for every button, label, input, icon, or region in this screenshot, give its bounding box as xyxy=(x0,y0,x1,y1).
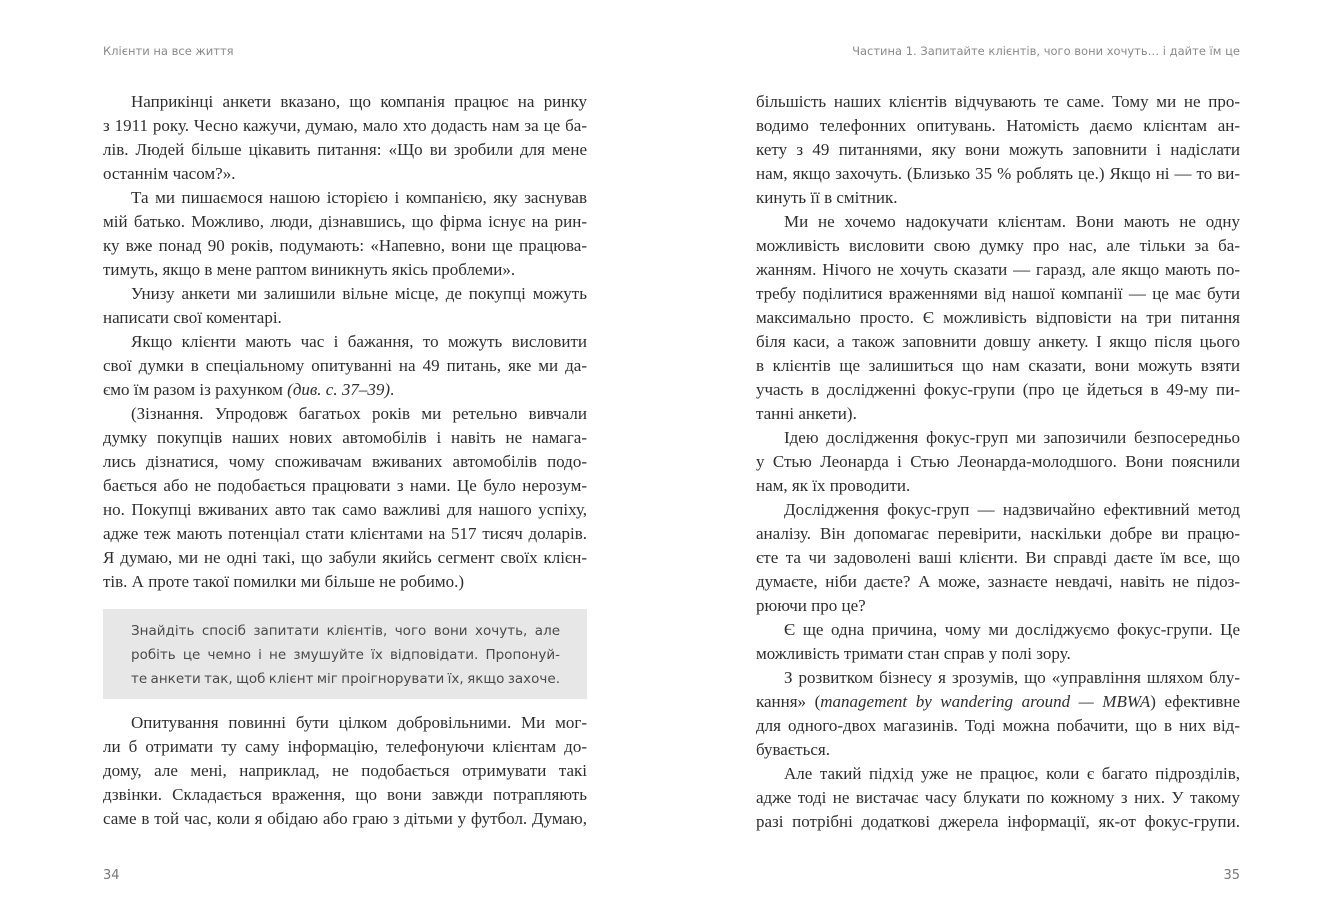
text-segment: написати свої коментарі. xyxy=(103,308,282,327)
text-segment: но. Покупці вживаних авто так само важливі для нашого успіху, xyxy=(103,500,587,519)
text-line xyxy=(756,234,1240,258)
text-segment: кання» ( xyxy=(756,692,821,711)
text-line xyxy=(756,402,1240,426)
text-line xyxy=(756,138,1240,162)
text-line xyxy=(756,570,1240,594)
text-line xyxy=(103,402,587,426)
text-segment: кету з 49 питаннями, яку вони можуть заповнити і надіслати xyxy=(756,140,1240,159)
text-line xyxy=(756,354,1240,378)
text-line xyxy=(756,450,1240,474)
text-line xyxy=(103,186,587,210)
text-line xyxy=(103,378,587,402)
text-segment: Унизу анкети ми залишили вільне місце, де покупці можуть xyxy=(131,284,587,303)
text-segment: думку покупців наших нових автомобілів і навіть не намага- xyxy=(103,428,587,447)
text-segment: ) ефективне xyxy=(1150,692,1240,711)
text-segment: біля каси, а також заповнити довшу анкету. І якщо після цього xyxy=(756,332,1240,351)
text-line xyxy=(131,667,560,691)
text-segment: тимуть, якщо в мене раптом виникнуть якісь проблеми». xyxy=(103,260,516,279)
text-line xyxy=(103,783,587,807)
text-segment: дому, але мені, наприклад, не подобається отримувати такі xyxy=(103,761,587,780)
text-segment: бувається. xyxy=(756,740,830,759)
text-line xyxy=(756,810,1240,834)
text-line xyxy=(756,594,1240,618)
text-line xyxy=(103,522,587,546)
text-segment: в клієнтів ще залишиться що нам сказати, вони можуть взяти xyxy=(756,356,1240,375)
text-segment: Дослідження фокус-груп — надзвичайно ефективний метод xyxy=(784,500,1240,519)
text-line xyxy=(756,618,1240,642)
text-segment: Якщо клієнти мають час і бажання, то можуть висловити xyxy=(131,332,587,351)
text-segment: разі потрібні додаткові джерела інформації, як-от фокус-групи. xyxy=(756,812,1240,831)
text-segment: лись дізнатися, чому споживачам вживаних автомобілів подо- xyxy=(103,452,587,471)
text-segment: ку вже понад 90 років, подумають: «Напевно, вони ще працюва- xyxy=(103,236,587,255)
text-segment: можливість тримати стан справ у полі зору. xyxy=(756,644,1071,663)
text-segment: у Стью Леонарда і Стью Леонарда-молодшого. Вони пояснили xyxy=(756,452,1240,471)
text-segment: свої думки в спеціальному опитуванні на 49 питань, яке ми да- xyxy=(103,356,587,375)
text-line xyxy=(103,282,587,306)
text-segment: тів. А проте такої помилки ми більше не робимо.) xyxy=(103,572,464,591)
text-segment: Знайдіть спосіб запитати клієнтів, чого вони хочуть, але xyxy=(131,623,560,639)
text-line xyxy=(756,690,1240,714)
text-line xyxy=(756,474,1240,498)
text-segment: требу поділитися враженнями від нашої компанії — це має бути xyxy=(756,284,1240,303)
text-segment: ли б отримати ту саму інформацію, телефонуючи клієнтам до- xyxy=(103,737,587,756)
italic-text: management by wandering around — MBWA xyxy=(820,692,1151,711)
text-segment: мій батько. Можливо, люди, дізнавшись, що фірма існує на рин- xyxy=(103,212,587,231)
italic-text: (див. с. 37–39) xyxy=(287,380,391,399)
text-segment: . xyxy=(390,380,395,399)
callout-box xyxy=(103,609,587,699)
text-line xyxy=(756,282,1240,306)
text-line xyxy=(103,570,587,594)
body-text-bottom xyxy=(103,711,587,831)
text-line xyxy=(103,330,587,354)
text-segment: Але такий підхід уже не працює, коли є багато підрозділів, xyxy=(784,764,1240,783)
text-segment: Опитування повинні бути цілком добровільними. Ми мог- xyxy=(131,713,587,732)
text-line xyxy=(103,306,587,330)
text-line xyxy=(756,786,1240,810)
text-segment: лів. Людей більше цікавить питання: «Що ви зробили для мене xyxy=(103,140,587,159)
page-number-left: 34 xyxy=(103,868,120,883)
text-line xyxy=(756,330,1240,354)
text-line xyxy=(103,234,587,258)
text-line xyxy=(756,90,1240,114)
text-segment: для одного-двох магазинів. Тоді можна побачити, що в них від- xyxy=(756,716,1240,735)
text-line xyxy=(756,378,1240,402)
text-segment: Я думаю, ми не одні такі, що забули якийсь сегмент своїх клієн- xyxy=(103,548,587,567)
text-segment: адже тоді не вистачає часу блукати по кожному з них. У такому xyxy=(756,788,1240,807)
text-line xyxy=(756,666,1240,690)
text-segment: Ідею дослідження фокус-груп ми запозичили безпосередньо xyxy=(784,428,1240,447)
text-segment: жанням. Нічого не хочуть сказати — гаразд, але якщо мають по- xyxy=(756,260,1240,279)
body-text xyxy=(756,90,1240,834)
text-line xyxy=(103,474,587,498)
text-line xyxy=(103,114,587,138)
text-segment: робіть це чемно і не змушуйте їх відповідати. Пропонуй- xyxy=(131,647,560,663)
text-segment: єте та чи задоволені ваші клієнти. Ви справді даєте їм все, що xyxy=(756,548,1240,567)
text-segment: Наприкінці анкети вказано, що компанія працює на ринку xyxy=(131,92,587,111)
text-line xyxy=(756,522,1240,546)
text-segment: останнім часом?». xyxy=(103,164,236,183)
text-line xyxy=(131,643,560,667)
text-segment: те анкети так, щоб клієнт міг проігнорувати їх, якщо захоче. xyxy=(131,671,560,687)
text-segment: можливість висловити свою думку про нас, але тільки за ба- xyxy=(756,236,1240,255)
text-line xyxy=(103,162,587,186)
text-line xyxy=(103,90,587,114)
text-line xyxy=(756,546,1240,570)
text-line xyxy=(103,735,587,759)
text-line xyxy=(131,619,560,643)
text-line xyxy=(756,498,1240,522)
text-segment: саме в той час, коли я обідаю або граю з дітьми у футбол. Думаю, xyxy=(103,809,587,828)
running-head-left: Клієнти на все життя xyxy=(103,44,234,58)
text-line xyxy=(103,498,587,522)
text-line xyxy=(756,426,1240,450)
running-head-right: Частина 1. Запитайте клієнтів, чого вони хочуть… і дайте їм це xyxy=(852,44,1240,58)
text-segment: рюючи про це? xyxy=(756,596,866,615)
text-line xyxy=(756,114,1240,138)
text-segment: ємо їм разом із рахунком xyxy=(103,380,288,399)
text-line xyxy=(756,762,1240,786)
text-segment: водимо телефонних опитувань. Натомість даємо клієнтам ан- xyxy=(756,116,1240,135)
text-line xyxy=(103,759,587,783)
text-segment: нам, як їх проводити. xyxy=(756,476,911,495)
text-segment: максимально просто. Є можливість відповісти на три питання xyxy=(756,308,1240,327)
text-line xyxy=(103,138,587,162)
text-line xyxy=(756,162,1240,186)
text-segment: адже теж мають потенціал стати клієнтами на 517 тисяч доларів. xyxy=(103,524,587,543)
text-line xyxy=(756,258,1240,282)
text-segment: з 1911 року. Чесно кажучи, думаю, мало хто додасть нам за це ба- xyxy=(103,116,587,135)
text-line xyxy=(756,306,1240,330)
text-line xyxy=(756,210,1240,234)
text-line xyxy=(756,738,1240,762)
text-segment: бається або не подобається працювати з нами. Це було нерозум- xyxy=(103,476,587,495)
text-line xyxy=(756,642,1240,666)
text-segment: дзвінки. Складається враження, що вони завжди потрапляють xyxy=(103,785,587,804)
page-number-right: 35 xyxy=(1223,868,1240,883)
text-segment: кинуть її в смітник. xyxy=(756,188,898,207)
text-segment: думаєте, ніби даєте? А може, зазнаєте невдачі, навіть не підоз- xyxy=(756,572,1240,591)
callout-text xyxy=(131,619,560,691)
text-line xyxy=(756,714,1240,738)
body-text-top xyxy=(103,90,587,594)
text-line xyxy=(103,450,587,474)
text-segment: участь в дослідженні фокус-групи (про це йдеться в 49-му пи- xyxy=(756,380,1240,399)
text-line xyxy=(756,186,1240,210)
text-segment: З розвитком бізнесу я зрозумів, що «управління шляхом блу- xyxy=(784,668,1240,687)
text-segment: більшість наших клієнтів відчувають те саме. Тому ми не про- xyxy=(756,92,1240,111)
text-line xyxy=(103,426,587,450)
text-line xyxy=(103,354,587,378)
text-segment: Ми не хочемо надокучати клієнтам. Вони мають не одну xyxy=(784,212,1240,231)
text-line xyxy=(103,258,587,282)
text-segment: Та ми пишаємося нашою історією і компанією, яку заснував xyxy=(131,188,587,207)
text-line xyxy=(103,711,587,735)
text-line xyxy=(103,210,587,234)
text-segment: танні анкети). xyxy=(756,404,857,423)
text-segment: Є ще одна причина, чому ми досліджуємо фокус-групи. Це xyxy=(784,620,1240,639)
text-segment: (Зізнання. Упродовж багатьох років ми ретельно вивчали xyxy=(131,404,587,423)
text-line xyxy=(103,807,587,831)
text-segment: нам, якщо захочуть. (Близько 35 % роблять це.) Якщо ні — то ви- xyxy=(756,164,1240,183)
text-line xyxy=(103,546,587,570)
text-segment: аналізу. Він допомагає перевірити, наскільки добре ви працю- xyxy=(756,524,1240,543)
